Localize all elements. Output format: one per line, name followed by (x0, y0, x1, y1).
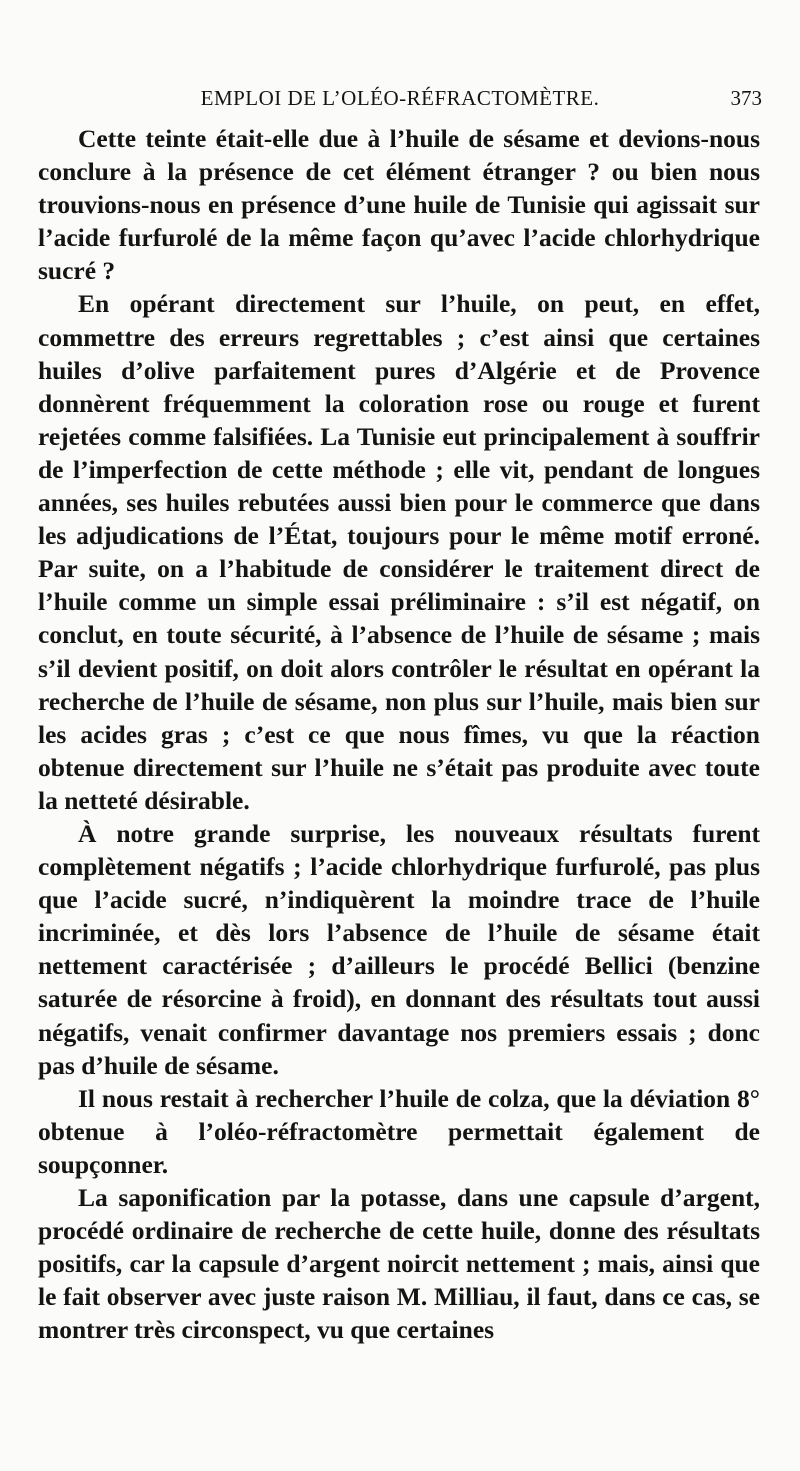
paragraph: À notre grande surprise, les nouveaux résultats furent complètement négatifs ; l’acide chlorhydrique furfurolé, pas plus que l’acide sucré, n’indiquèrent la moindre trace de l’huile incriminée, et dès lors l’absence de l’huile de sésame était nettement caractérisée ; d’ailleurs le procédé Bellici (benzine saturée de résorcine à froid), en donnant des résultats tout aussi négatifs, venait confirmer davantage nos premiers essais ; donc pas d’huile de sésame. (38, 818, 760, 1080)
paragraph: Cette teinte était-elle due à l’huile de sésame et devions-nous conclure à la présence de cet élément étranger ? ou bien nous trouvions-nous en présence d’une huile de Tunisie qui agissait sur l’acide furfurolé de la même façon qu’avec l’acide chlorhydrique sucré ? (38, 124, 760, 286)
running-head-title: EMPLOI DE L’OLÉO-RÉFRACTOMÈTRE. (200, 86, 600, 110)
body-text (38, 122, 760, 1346)
paragraph: Il nous restait à rechercher l’huile de colza, que la déviation 8° obtenue à l’oléo-réfractomètre permettait également de soupçonner. (38, 1083, 760, 1179)
paragraph: En opérant directement sur l’huile, on peut, en effet, commettre des erreurs regrettables ; c’est ainsi que certaines huiles d’olive parfaitement pures d’Algérie et de Provence donnèrent fréquemment la coloration rose ou rouge et furent rejetées comme falsifiées. La Tunisie eut principalement à souffrir de l’imperfection de cette méthode ; elle vit, pendant de longues années, ses huiles rebutées aussi bien pour le commerce que dans les adjudications de l’État, toujours pour le même motif erroné. Par suite, on a l’habitude de considérer le traitement direct de l’huile comme un simple essai préliminaire : s’il est négatif, on conclut, en toute sécurité, à l’absence de l’huile de sésame ; mais s’il devient positif, on doit alors contrôler le résultat en opérant la recherche de l’huile de sésame, non plus sur l’huile, mais bien sur les acides gras ; c’est ce que nous fîmes, vu que la réaction obtenue directement sur l’huile ne s’était pas produite avec toute la netteté désirable. (38, 289, 760, 815)
paragraph: La saponification par la potasse, dans une capsule d’argent, procédé ordinaire de recherche de cette huile, donne des résultats positifs, car la capsule d’argent noircit nettement ; mais, ainsi que le fait observer avec juste raison M. Milliau, il faut, dans ce cas, se montrer très circonspect, vu que certaines (38, 1183, 760, 1345)
running-head (38, 86, 762, 116)
page-number: 373 (730, 86, 762, 110)
